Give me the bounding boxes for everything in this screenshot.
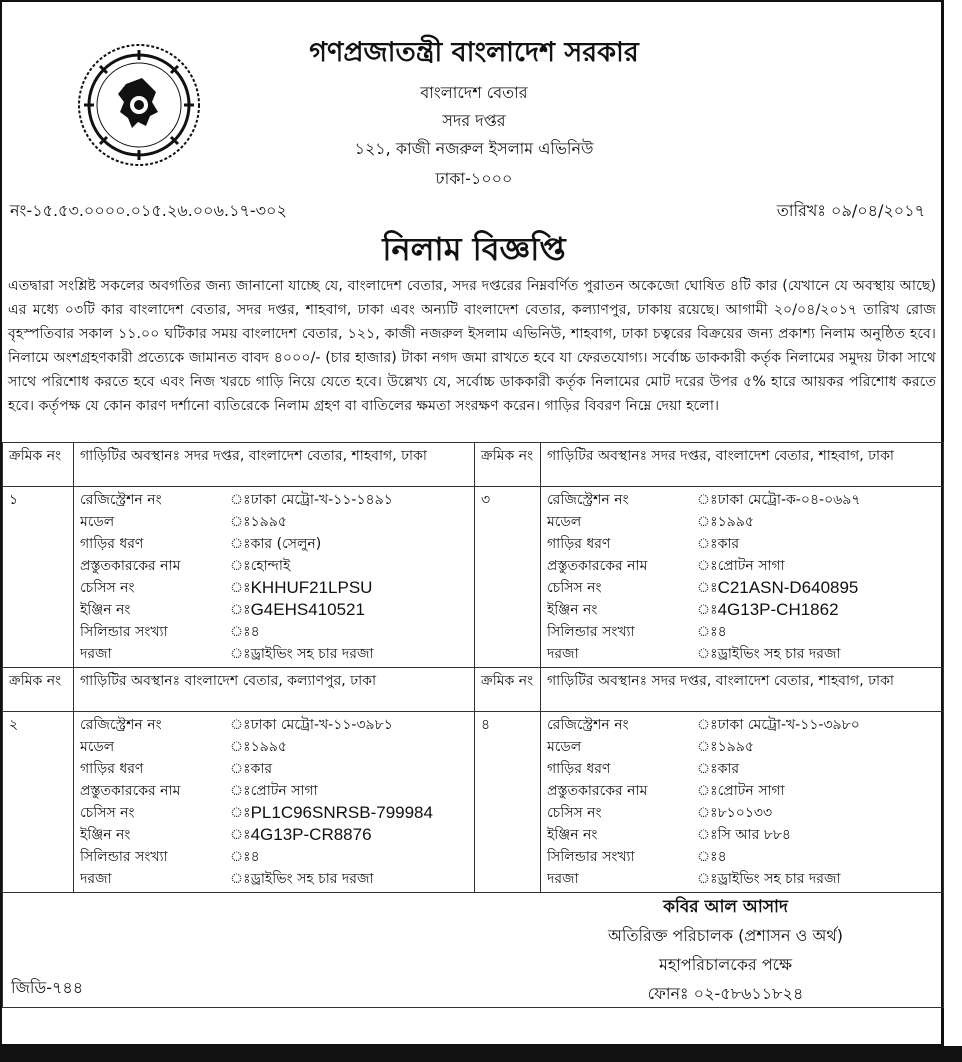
spec-row-cylinder: [80, 846, 468, 868]
spec-row-reg: [80, 489, 468, 511]
spec-value-cylinder: ৪: [717, 849, 727, 865]
spec-label-engine: ইঞ্জিন নং: [80, 602, 131, 618]
office-address: ১২১, কাজী নজরুল ইসলাম এভিনিউ: [354, 139, 594, 158]
spec-row-reg: [547, 489, 937, 511]
vehicle-location: গাড়িটির অবস্থানঃ সদর দপ্তর, বাংলাদেশ বেতার, শাহবাগ, ঢাকা: [74, 443, 475, 487]
signatory-name: কবির আল আসাদ: [663, 897, 788, 917]
spec-value-engine: G4EHS410521: [250, 600, 365, 619]
spec-label-maker: প্রস্তুতকারকের নাম: [547, 558, 648, 574]
spec-colon: ঃ: [230, 492, 251, 508]
spec-row-type: [547, 758, 937, 780]
spec-label-cylinder: সিলিন্ডার সংখ্যা: [80, 849, 168, 865]
spec-label-engine: ইঞ্জিন নং: [80, 827, 131, 843]
spec-colon: ঃ: [697, 717, 718, 733]
gd-number: জিডি-৭৪৪: [11, 978, 84, 997]
spec-colon: ঃ: [230, 717, 251, 733]
spec-value-cylinder: ৪: [250, 624, 260, 640]
vehicle-serial: ২: [3, 712, 74, 893]
vehicle-serial: ১: [3, 487, 74, 668]
spec-row-chassis: [547, 577, 937, 599]
spec-colon: ঃ: [230, 871, 251, 887]
spec-label-cylinder: সিলিন্ডার সংখ্যা: [547, 624, 635, 640]
spec-row-type: [80, 758, 468, 780]
spec-value-model: ১৯৯৫: [250, 739, 287, 755]
spec-colon: ঃ: [230, 646, 251, 662]
spec-label-reg: রেজিস্ট্রেশন নং: [80, 492, 162, 508]
spec-value-door: ড্রাইভিং সহ চার দরজা: [717, 871, 841, 887]
signature-cell: [3, 893, 944, 1008]
spec-colon: ঃ: [230, 739, 251, 755]
spec-row-maker: [80, 555, 468, 577]
notice-body: এতদ্বারা সংশ্লিষ্ট সকলের অবগতির জন্য জানানো যাচ্ছে যে, বাংলাদেশ বেতার, সদর দপ্তরের নিম্নবর্ণিত পুরাতন অকেজো ঘোষিত ৪টি কার (যেখানে যে অবস্থায় আছে) এর মধ্যে ০৩টি কার বাংলাদেশ বেতার, সদর দপ্তর, শাহবাগ, ঢাকা এবং অন্যটি বাংলাদেশ বেতার, কল্যাণপুর, ঢাকায় রয়েছে। আগামী ২০/০৪/২০১৭ তারিখ রোজ বৃহস্পতিবার সকাল ১১.০০ ঘটিকার সময় বাংলাদেশ বেতার, ১২১, কাজী নজরুল ইসলাম এভিনিউ, শাহবাগ, ঢাকা চত্বরের বিক্রয়ের জন্য প্রকাশ্য নিলাম অনুষ্ঠিত হবে। নিলামে অংশগ্রহণকারী প্রত্যেকে জামানত বাবদ ৪০০০/- (চার হাজার) টাকা নগদ জমা রাখতে হবে যা ফেরতযোগ্য। সর্বোচ্চ ডাককারী কর্তৃক নিলামের সমুদয় টাকা সাথে সাথে পরিশোধ করতে হবে এবং নিজ খরচে গাড়ি নিয়ে যেতে হবে। উল্লেখ্য যে, সর্বোচ্চ ডাককারী কর্তৃক নিলামের মোট দরের উপর ৫% হারে আয়কর পরিশোধ করতে হবে। কর্তৃপক্ষ যে কোন কারণ দর্শানো ব্যতিরেকে নিলাম গ্রহণ বা বাতিলের ক্ষমতা সংরক্ষণ করেন। গাড়ির বিবরণ নিম্নে দেয়া হলো।: [8, 278, 936, 414]
spec-row-type: [547, 533, 937, 555]
spec-label-engine: ইঞ্জিন নং: [547, 827, 598, 843]
spec-value-maker: হোন্দাই: [250, 558, 291, 574]
spec-label-model: মডেল: [80, 739, 115, 755]
vehicle-specs: [541, 712, 944, 893]
spec-label-type: গাড়ির ধরণ: [547, 536, 611, 552]
office-name: সদর দপ্তর: [442, 111, 506, 130]
spec-row-door: [80, 643, 468, 665]
spec-colon: ঃ: [230, 805, 251, 821]
spec-label-chassis: চেসিস নং: [80, 580, 135, 596]
spec-label-door: দরজা: [547, 646, 579, 662]
spec-row-engine: [80, 599, 468, 621]
spec-row-type: [80, 533, 468, 555]
spec-value-type: কার (সেলুন): [250, 536, 322, 552]
spec-row-maker: [547, 555, 937, 577]
spec-label-chassis: চেসিস নং: [547, 580, 602, 596]
notice-title: নিলাম বিজ্ঞপ্তি: [382, 230, 566, 268]
spec-row-engine: [547, 824, 937, 846]
spec-label-maker: প্রস্তুতকারকের নাম: [547, 783, 648, 799]
spec-value-reg: ঢাকা মেট্রো-খ-১১-৩৯৮১: [250, 717, 393, 733]
signature-block: [608, 893, 843, 1008]
vehicle-serial: ৩: [475, 487, 541, 668]
spec-row-model: [80, 511, 468, 533]
vehicle-table: [2, 442, 944, 1008]
spec-value-maker: প্রোটন সাগা: [250, 783, 318, 799]
spec-label-maker: প্রস্তুতকারকের নাম: [80, 558, 181, 574]
spec-value-cylinder: ৪: [717, 624, 727, 640]
serial-header: ক্রমিক নং: [3, 443, 74, 487]
vehicle-serial: ৪: [475, 712, 541, 893]
spec-colon: ঃ: [697, 871, 718, 887]
vehicle-location: গাড়িটির অবস্থানঃ সদর দপ্তর, বাংলাদেশ বেতার, শাহবাগ, ঢাকা: [541, 668, 944, 712]
spec-row-door: [80, 868, 468, 890]
spec-label-door: দরজা: [547, 871, 579, 887]
spec-colon: ঃ: [697, 646, 718, 662]
spec-row-maker: [547, 780, 937, 802]
spec-label-reg: রেজিস্ট্রেশন নং: [547, 717, 629, 733]
spec-label-model: মডেল: [80, 514, 115, 530]
spec-row-cylinder: [547, 846, 937, 868]
spec-colon: ঃ: [230, 558, 251, 574]
vehicle-location: গাড়িটির অবস্থানঃ সদর দপ্তর, বাংলাদেশ বেতার, শাহবাগ, ঢাকা: [541, 443, 944, 487]
spec-colon: ঃ: [230, 783, 251, 799]
spec-row-door: [547, 868, 937, 890]
spec-value-chassis: KHHUF21LPSU: [250, 578, 373, 597]
signatory-designation: অতিরিক্ত পরিচালক (প্রশাসন ও অর্থ): [608, 926, 843, 945]
spec-label-model: মডেল: [547, 739, 582, 755]
spec-row-chassis: [80, 577, 468, 599]
vehicle-header-row: [3, 668, 944, 712]
vehicle-detail-row: [3, 712, 944, 893]
spec-colon: ঃ: [697, 739, 718, 755]
spec-label-cylinder: সিলিন্ডার সংখ্যা: [80, 624, 168, 640]
vehicle-location: গাড়িটির অবস্থানঃ বাংলাদেশ বেতার, কল্যাণপুর, ঢাকা: [74, 668, 475, 712]
spec-value-door: ড্রাইভিং সহ চার দরজা: [250, 646, 374, 662]
spec-colon: ঃ: [697, 558, 718, 574]
spec-value-maker: প্রোটন সাগা: [717, 783, 785, 799]
spec-row-reg: [547, 714, 937, 736]
spec-label-engine: ইঞ্জিন নং: [547, 602, 598, 618]
spec-value-model: ১৯৯৫: [250, 514, 287, 530]
spec-value-engine: 4G13P-CH1862: [717, 600, 839, 619]
spec-colon: ঃ: [230, 849, 251, 865]
spec-label-door: দরজা: [80, 871, 112, 887]
serial-header: ক্রমিক নং: [475, 443, 541, 487]
spec-colon: ঃ: [230, 514, 251, 530]
vehicle-detail-row: [3, 487, 944, 668]
spec-colon: ঃ: [697, 805, 718, 821]
spec-row-chassis: [80, 802, 468, 824]
spec-value-type: কার: [717, 536, 740, 552]
spec-label-door: দরজা: [80, 646, 112, 662]
signature-row: [3, 893, 944, 1008]
spec-label-type: গাড়ির ধরণ: [80, 536, 144, 552]
spec-row-model: [80, 736, 468, 758]
spec-colon: ঃ: [697, 580, 718, 596]
memo-number: নং-১৫.৫৩.০০০০.০১৫.২৬.০০৬.১৭-৩০২: [10, 201, 287, 220]
spec-value-chassis: ৮১০১৩৩: [717, 805, 773, 821]
page-bottom-border: [0, 1046, 962, 1062]
signatory-on-behalf: মহাপরিচালকের পক্ষে: [658, 955, 793, 974]
spec-row-maker: [80, 780, 468, 802]
spec-value-engine: 4G13P-CR8876: [250, 825, 372, 844]
spec-row-engine: [80, 824, 468, 846]
spec-colon: ঃ: [697, 536, 718, 552]
spec-colon: ঃ: [230, 580, 251, 596]
signatory-phone: ফোনঃ ০২-৫৮৬১১৮২৪: [647, 984, 804, 1003]
spec-value-reg: ঢাকা মেট্রো-খ-১১-৩৯৮০: [717, 717, 860, 733]
vehicle-specs: [74, 712, 475, 893]
spec-value-reg: ঢাকা মেট্রো-ক-০৪-০৬৯৭: [717, 492, 861, 508]
spec-label-cylinder: সিলিন্ডার সংখ্যা: [547, 849, 635, 865]
spec-value-cylinder: ৪: [250, 849, 260, 865]
vehicle-header-row: [3, 443, 944, 487]
spec-row-door: [547, 643, 937, 665]
spec-row-chassis: [547, 802, 937, 824]
spec-label-chassis: চেসিস নং: [80, 805, 135, 821]
spec-value-maker: প্রোটন সাগা: [717, 558, 785, 574]
vehicle-specs: [541, 487, 944, 668]
spec-label-type: গাড়ির ধরণ: [80, 761, 144, 777]
spec-value-model: ১৯৯৫: [717, 739, 754, 755]
memo-date: তারিখঃ ০৯/০৪/২০১৭: [776, 201, 925, 220]
spec-value-chassis: C21ASN-D640895: [717, 578, 859, 597]
spec-label-type: গাড়ির ধরণ: [547, 761, 611, 777]
spec-value-reg: ঢাকা মেট্রো-খ-১১-১৪৯১: [250, 492, 393, 508]
spec-colon: ঃ: [230, 624, 251, 640]
spec-label-maker: প্রস্তুতকারকের নাম: [80, 783, 181, 799]
spec-colon: ঃ: [230, 602, 251, 618]
spec-colon: ঃ: [697, 849, 718, 865]
spec-colon: ঃ: [230, 827, 251, 843]
spec-colon: ঃ: [230, 761, 251, 777]
spec-label-reg: রেজিস্ট্রেশন নং: [547, 492, 629, 508]
spec-row-cylinder: [547, 621, 937, 643]
spec-value-chassis: PL1C96SNRSB-799984: [250, 803, 433, 822]
spec-value-type: কার: [717, 761, 740, 777]
spec-colon: ঃ: [230, 536, 251, 552]
spec-value-type: কার: [250, 761, 273, 777]
spec-value-door: ড্রাইভিং সহ চার দরজা: [250, 871, 374, 887]
organization-name: বাংলাদেশ বেতার: [420, 83, 528, 102]
serial-header: ক্রমিক নং: [475, 668, 541, 712]
spec-colon: ঃ: [697, 827, 718, 843]
government-title: গণপ্রজাতন্ত্রী বাংলাদেশ সরকার: [309, 37, 639, 68]
spec-colon: ঃ: [697, 514, 718, 530]
spec-row-reg: [80, 714, 468, 736]
spec-row-cylinder: [80, 621, 468, 643]
spec-row-engine: [547, 599, 937, 621]
spec-colon: ঃ: [697, 783, 718, 799]
spec-label-reg: রেজিস্ট্রেশন নং: [80, 717, 162, 733]
spec-value-engine: সি আর ৮৮৪: [717, 827, 792, 843]
serial-header: ক্রমিক নং: [3, 668, 74, 712]
spec-colon: ঃ: [697, 761, 718, 777]
spec-value-door: ড্রাইভিং সহ চার দরজা: [717, 646, 841, 662]
office-city: ঢাকা-১০০০: [435, 169, 513, 188]
page-margin: [944, 0, 962, 1062]
spec-colon: ঃ: [697, 492, 718, 508]
vehicle-specs: [74, 487, 475, 668]
spec-row-model: [547, 736, 937, 758]
spec-colon: ঃ: [697, 624, 718, 640]
spec-label-model: মডেল: [547, 514, 582, 530]
spec-colon: ঃ: [697, 602, 718, 618]
spec-row-model: [547, 511, 937, 533]
spec-label-chassis: চেসিস নং: [547, 805, 602, 821]
spec-value-model: ১৯৯৫: [717, 514, 754, 530]
